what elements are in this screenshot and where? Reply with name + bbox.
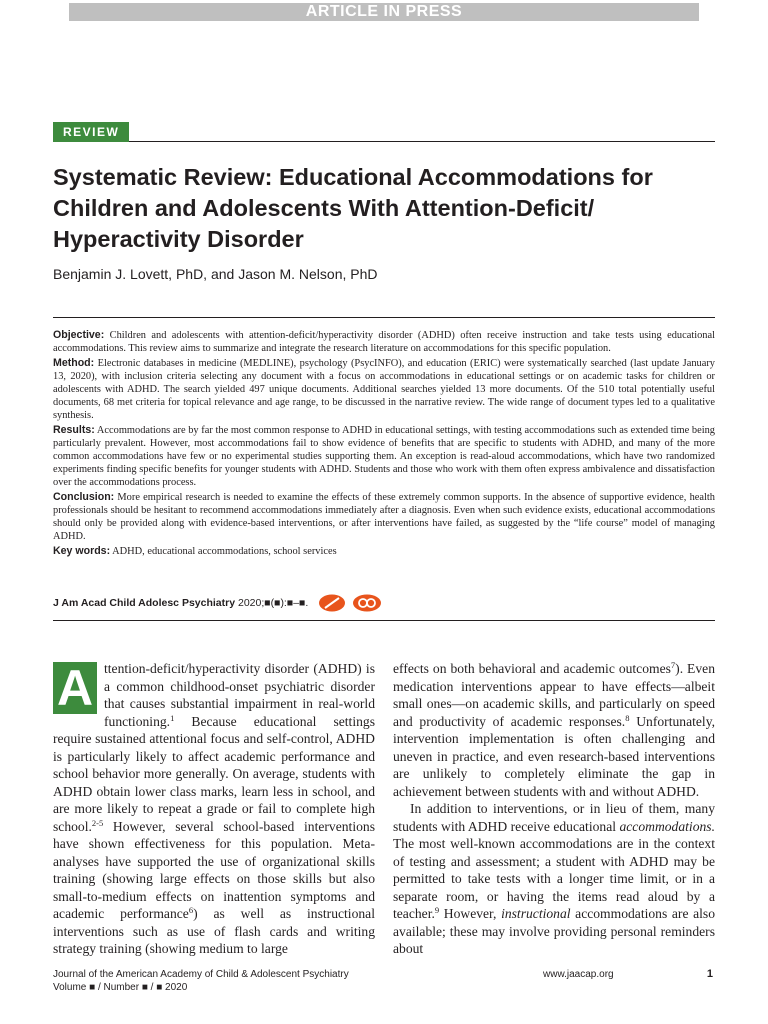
section-tag-row	[53, 122, 715, 142]
conclusion-text-2: model of managing ADHD.	[53, 517, 715, 542]
page-number: 1	[706, 968, 713, 980]
footer-journal: Journal of the American Academy of Child & Adolescent Psychiatry	[53, 969, 349, 980]
ref-6[interactable]: 6	[188, 905, 194, 915]
c2-p2-a: In addition to interventions, or in lieu of them, many students with ADHD receive educational	[393, 801, 715, 834]
abstract	[53, 329, 715, 559]
conclusion-label: Conclusion:	[53, 490, 115, 503]
keywords-label: Key words:	[53, 544, 111, 557]
results-text: Accommodations are by far the most common response to ADHD in educational settings, with testing accommodations such as extended time being particularly prevalent. However, most accommodations fail to show evidence of benefits that are specific to students with ADHD, and many of the more common accommodations have few or no experimental studies supporting them. An exception is read-aloud accommodations, which have two randomized experiments finding specific benefits for younger students with ADHD. Students and those who work with them often express ambivalence and dissatisfaction over the accommodations process.	[53, 424, 715, 489]
footer-volume: Volume ■ / Number ■ / ■ 2020	[53, 982, 188, 993]
intro-paragraph-2	[393, 800, 715, 958]
c2-p2-c: However,	[439, 906, 502, 921]
c1-p1-d: ) as well as instructional interventions such as use of flash cards and writing strategy training (showing medium to large	[53, 906, 375, 956]
c2-p2-b: The most well-known accommodations are in the context of testing and assessment; a student with ADHD may be permitted to take tests with a longer time limit, or in a separate room, or having the items read aloud by a teacher.	[393, 836, 715, 921]
open-access-chain-icon[interactable]	[352, 594, 382, 612]
article-title: Systematic Review: Educational Accommodations for Children and Adolescents With Attention-Deficit/ Hyperactivity Disorder	[53, 164, 653, 252]
abstract-objective	[53, 329, 715, 355]
body-column-right	[393, 660, 715, 958]
ref-8[interactable]: 8	[625, 712, 630, 723]
objective-text: Children and adolescents with attention-deficit/hyperactivity disorder (ADHD) often receive instruction and take tests using educational accommodations. This review aims to summarize and integrate the research literature on accommodations for this specific population.	[53, 330, 715, 355]
ref-7[interactable]: 7	[670, 660, 676, 670]
method-text: Electronic databases in medicine (MEDLINE), psychology (PsycINFO), and education (ERIC) were systematically searched (last update January 13, 2020), with inclusion criteria selecting any document with a focus on accommodations in educational settings or on academic tasks for children or adolescents with ADHD. The search yielded 497 unique documents. Additional searches yielded 13 more documents. Of the 510 total potentially useful documents, 68 met criteria for topical relevance and age range, to be discussed in the narrative review. The wide range of document types led to a qualitative synthesis.	[53, 357, 715, 422]
c2-p2-em1: accommodations.	[619, 818, 715, 834]
conclusion-text-1: More empirical research is needed to examine the effects of these extremely common supports. In the absence of supportive evidence, health professionals should be hesitant to recommend accommodations immediately after a diagnosis. Even when such evidence exists, educational accommodations should only be provided along with evidence-based interventions, or after interventions have failed, as suggested by the	[53, 491, 715, 529]
review-tag: REVIEW	[53, 122, 129, 142]
c1-p1-b: Because educational settings require sustained attentional focus and self-control, ADHD is particularly likely to affect academic performance and school behavior more generally. On average, students with ADHD obtain lower class marks, learn less in school, and are more likely to repeat a grade or fail to complete high school.	[53, 713, 375, 834]
body-column-left	[53, 660, 375, 958]
citation-details: 2020;■(■):■–■.	[237, 597, 309, 609]
c2-p1-b: ). Even medication interventions appear to have effects—albeit small ones—on academic skills, and particularly on speed and productivity of academic responses.	[393, 661, 715, 729]
c2-p2-d: accommodations are also available; these may involve providing personal reminders about	[393, 906, 715, 956]
objective-label: Objective:	[53, 329, 105, 341]
c2-p2-em2: instructional	[501, 906, 571, 921]
ref-2-5[interactable]: 2-5	[91, 817, 104, 828]
abstract-keywords	[53, 545, 715, 558]
crossmark-icon[interactable]	[318, 594, 346, 612]
intro-paragraph-1-cont	[393, 660, 715, 800]
method-label: Method:	[53, 356, 95, 369]
abstract-results	[53, 424, 715, 489]
drop-cap: A	[53, 662, 97, 714]
abstract-conclusion	[53, 491, 715, 543]
conclusion-quote: “life course”	[573, 517, 628, 529]
keywords-text: ADHD, educational accommodations, school services	[112, 545, 337, 557]
abstract-top-rule	[53, 317, 715, 318]
c1-p1-a: ttention-deficit/hyperactivity disorder (ADHD) is a common childhood-onset psychiatric disorder that causes substantial impairment in real-world functioning.	[104, 661, 375, 729]
citation-line	[53, 592, 382, 614]
article-in-press-banner: ARTICLE IN PRESS	[69, 3, 699, 21]
section-divider	[129, 141, 715, 142]
results-label: Results:	[53, 423, 95, 436]
c2-p1-c: Unfortunately, intervention implementation is often challenging and uneven in practice, and even research-based interventions are unlikely to completely eliminate the gap in achievement between students with and without ADHD.	[393, 713, 716, 799]
ref-9[interactable]: 9	[434, 905, 440, 915]
abstract-method	[53, 357, 715, 422]
footer-url[interactable]: www.jaacap.org	[543, 969, 614, 980]
c1-p1-c: However, several school-based interventions have shown effectiveness for this population. Meta-analyses have supported the use of organizational skills training (showing large effects on those skills but also small-to-medium effects on inattention symptoms and academic performance	[53, 818, 375, 921]
footer-left	[53, 968, 349, 994]
c2-p1-a: effects on both behavioral and academic outcomes	[393, 661, 671, 676]
intro-paragraph-1	[53, 660, 375, 958]
article-authors: Benjamin J. Lovett, PhD, and Jason M. Nelson, PhD	[53, 266, 378, 282]
ref-1[interactable]: 1	[170, 712, 175, 723]
abstract-bottom-rule	[53, 620, 715, 621]
citation-journal: J Am Acad Child Adolesc Psychiatry	[53, 597, 236, 609]
